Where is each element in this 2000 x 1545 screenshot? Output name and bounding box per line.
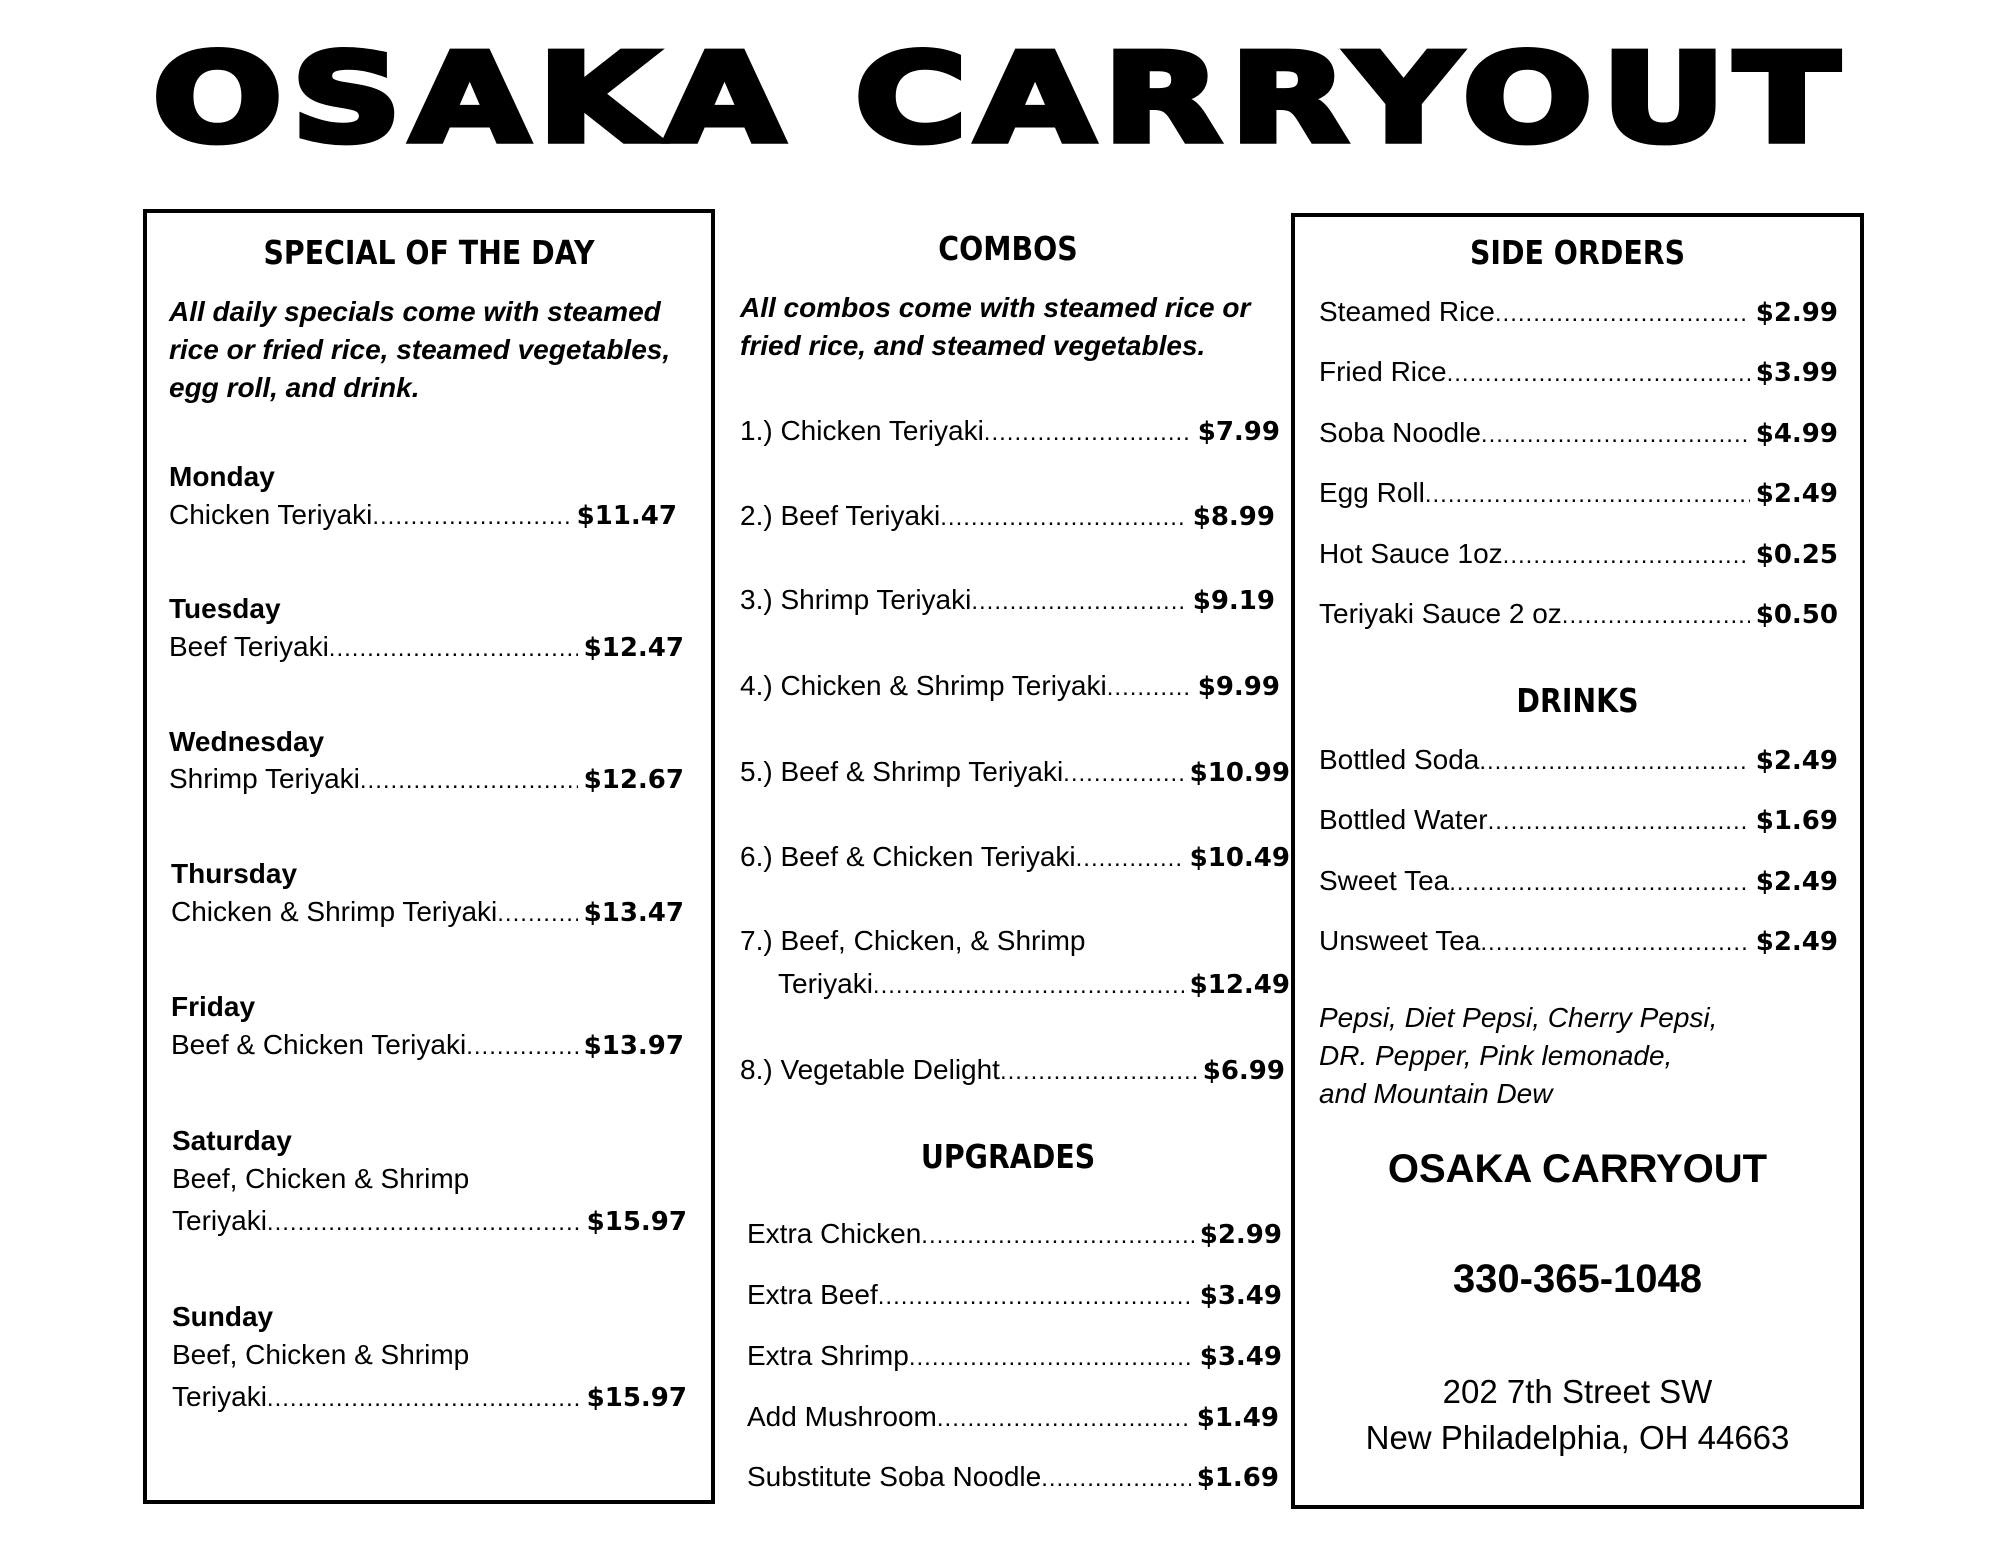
drinks-note-line: Pepsi, Diet Pepsi, Cherry Pepsi, <box>1319 1002 1718 1033</box>
item-price: $8.99 <box>1192 502 1275 532</box>
item-name: Chicken Teriyaki <box>169 499 373 530</box>
day-label: Saturday <box>172 1125 292 1156</box>
combos-heading: COMBOS <box>938 229 1078 268</box>
special-item <box>172 1381 687 1421</box>
item-price: $1.69 <box>1755 806 1838 836</box>
item-price: $2.49 <box>1755 479 1838 509</box>
drinks-note-line: and Mountain Dew <box>1319 1078 1553 1109</box>
phone-number: 330-365-1048 <box>1452 1257 1703 1301</box>
upgrade-item <box>747 1340 1282 1380</box>
day-label: Wednesday <box>169 726 325 757</box>
item-name: Beef & Chicken Teriyaki <box>171 1029 467 1060</box>
item-name: 2.) Beef Teriyaki <box>740 500 941 531</box>
item-name: Sweet Tea <box>1319 865 1450 896</box>
special-note: All daily specials come with steamed rice or fried rice, steamed vegetables, egg roll, and drink. <box>169 296 671 403</box>
combo-item <box>740 756 1290 796</box>
day-label: Thursday <box>171 858 298 889</box>
special-item <box>169 631 684 671</box>
item-price: $2.49 <box>1755 867 1838 897</box>
item-price: $6.99 <box>1202 1056 1285 1086</box>
page-title: OSAKA CARRYOUT <box>152 28 1848 170</box>
item-price: $7.99 <box>1197 417 1280 447</box>
combo-item <box>740 500 1275 540</box>
combo-item <box>740 841 1290 881</box>
upgrade-item <box>747 1461 1279 1501</box>
special-item <box>171 1029 684 1069</box>
special-item <box>172 1205 687 1245</box>
item-price: $1.69 <box>1196 1463 1279 1493</box>
drink-item <box>1319 804 1838 844</box>
combo-item <box>740 1054 1285 1094</box>
item-name: Fried Rice <box>1319 356 1447 387</box>
item-name: Add Mushroom <box>747 1401 937 1432</box>
drink-item <box>1319 865 1838 905</box>
special-of-the-day-section <box>143 209 715 1504</box>
item-price: $3.99 <box>1755 358 1838 388</box>
drinks-heading: DRINKS <box>1516 681 1639 720</box>
item-name-line1: Beef, Chicken & Shrimp <box>172 1163 470 1194</box>
upgrade-item <box>747 1401 1279 1441</box>
item-name: Bottled Soda <box>1319 744 1480 775</box>
day-label: Friday <box>171 991 256 1022</box>
item-name-line1: Beef, Chicken & Shrimp <box>172 1339 470 1370</box>
restaurant-name: OSAKA CARRYOUT <box>1387 1147 1768 1191</box>
item-name: Soba Noodle <box>1319 417 1481 448</box>
item-price: $2.99 <box>1199 1220 1282 1250</box>
drink-item <box>1319 925 1838 965</box>
day-label: Sunday <box>172 1301 274 1332</box>
item-price: $13.97 <box>583 1031 684 1061</box>
item-price: $10.49 <box>1189 843 1290 873</box>
item-price: $9.19 <box>1192 586 1275 616</box>
item-name: Chicken & Shrimp Teriyaki <box>171 896 498 927</box>
item-name: Teriyaki Sauce 2 oz <box>1319 598 1562 629</box>
special-heading: SPECIAL OF THE DAY <box>263 233 595 272</box>
address-line-2: New Philadelphia, OH 44663 <box>1365 1419 1790 1456</box>
item-price: $15.97 <box>586 1207 687 1237</box>
special-item <box>169 763 684 803</box>
upgrade-item <box>747 1279 1282 1319</box>
item-price: $12.47 <box>583 633 684 663</box>
combo-item <box>740 415 1280 455</box>
item-name: Unsweet Tea <box>1319 925 1481 956</box>
item-name: Teriyaki <box>172 1205 267 1236</box>
combos-note: All combos come with steamed rice or fried rice, and steamed vegetables. <box>740 292 1251 361</box>
item-price: $13.47 <box>583 898 684 928</box>
item-name: Steamed Rice <box>1319 296 1495 327</box>
side-item <box>1319 296 1838 336</box>
upgrades-heading: UPGRADES <box>920 1137 1096 1176</box>
item-price: $4.99 <box>1755 419 1838 449</box>
item-name: 5.) Beef & Shrimp Teriyaki <box>740 756 1064 787</box>
side-orders-heading: SIDE ORDERS <box>1469 233 1686 272</box>
day-label: Monday <box>169 461 275 492</box>
side-orders-section <box>1291 213 1864 1509</box>
item-name: Bottled Water <box>1319 804 1488 835</box>
item-name: 6.) Beef & Chicken Teriyaki <box>740 841 1076 872</box>
item-name: Beef Teriyaki <box>169 631 329 662</box>
special-item <box>171 896 684 936</box>
drinks-note-line: DR. Pepper, Pink lemonade, <box>1319 1040 1673 1071</box>
combo-item <box>778 968 1290 1008</box>
side-item <box>1319 538 1838 578</box>
address-line-1: 202 7th Street SW <box>1442 1373 1713 1410</box>
drink-item <box>1319 744 1838 784</box>
item-name: 3.) Shrimp Teriyaki <box>740 584 972 615</box>
item-price: $12.67 <box>583 765 684 795</box>
item-name: Extra Beef <box>747 1279 878 1310</box>
item-name: Egg Roll <box>1319 477 1425 508</box>
item-price: $3.49 <box>1199 1342 1282 1372</box>
combo-item <box>740 584 1275 624</box>
side-item <box>1319 477 1838 517</box>
upgrade-item <box>747 1218 1282 1258</box>
item-name: Extra Chicken <box>747 1218 922 1249</box>
side-item <box>1319 417 1838 457</box>
item-name: Shrimp Teriyaki <box>169 763 360 794</box>
item-price: $2.99 <box>1755 298 1838 328</box>
side-item <box>1319 356 1838 396</box>
item-price: $2.49 <box>1755 927 1838 957</box>
item-name: Teriyaki <box>172 1381 267 1412</box>
item-name: Extra Shrimp <box>747 1340 909 1371</box>
day-label: Tuesday <box>169 593 281 624</box>
item-price: $11.47 <box>576 501 677 531</box>
item-price: $15.97 <box>586 1383 687 1413</box>
special-item <box>169 499 677 539</box>
item-price: $10.99 <box>1189 758 1290 788</box>
item-price: $0.25 <box>1755 540 1838 570</box>
item-name: 4.) Chicken & Shrimp Teriyaki <box>740 670 1107 701</box>
combos-section <box>722 209 1294 1504</box>
combo-item <box>740 670 1280 710</box>
item-name: 1.) Chicken Teriyaki <box>740 415 984 446</box>
item-name: 8.) Vegetable Delight <box>740 1054 1000 1085</box>
item-name: Teriyaki <box>778 968 873 999</box>
item-price: $9.99 <box>1197 672 1280 702</box>
item-name: Substitute Soba Noodle <box>747 1461 1042 1492</box>
side-item <box>1319 598 1838 638</box>
item-name: Hot Sauce 1oz <box>1319 538 1503 569</box>
item-price: $3.49 <box>1199 1281 1282 1311</box>
item-name-line1: 7.) Beef, Chicken, & Shrimp <box>740 925 1086 956</box>
item-price: $12.49 <box>1189 970 1290 1000</box>
item-price: $1.49 <box>1196 1403 1279 1433</box>
item-price: $2.49 <box>1755 746 1838 776</box>
item-price: $0.50 <box>1755 600 1838 630</box>
